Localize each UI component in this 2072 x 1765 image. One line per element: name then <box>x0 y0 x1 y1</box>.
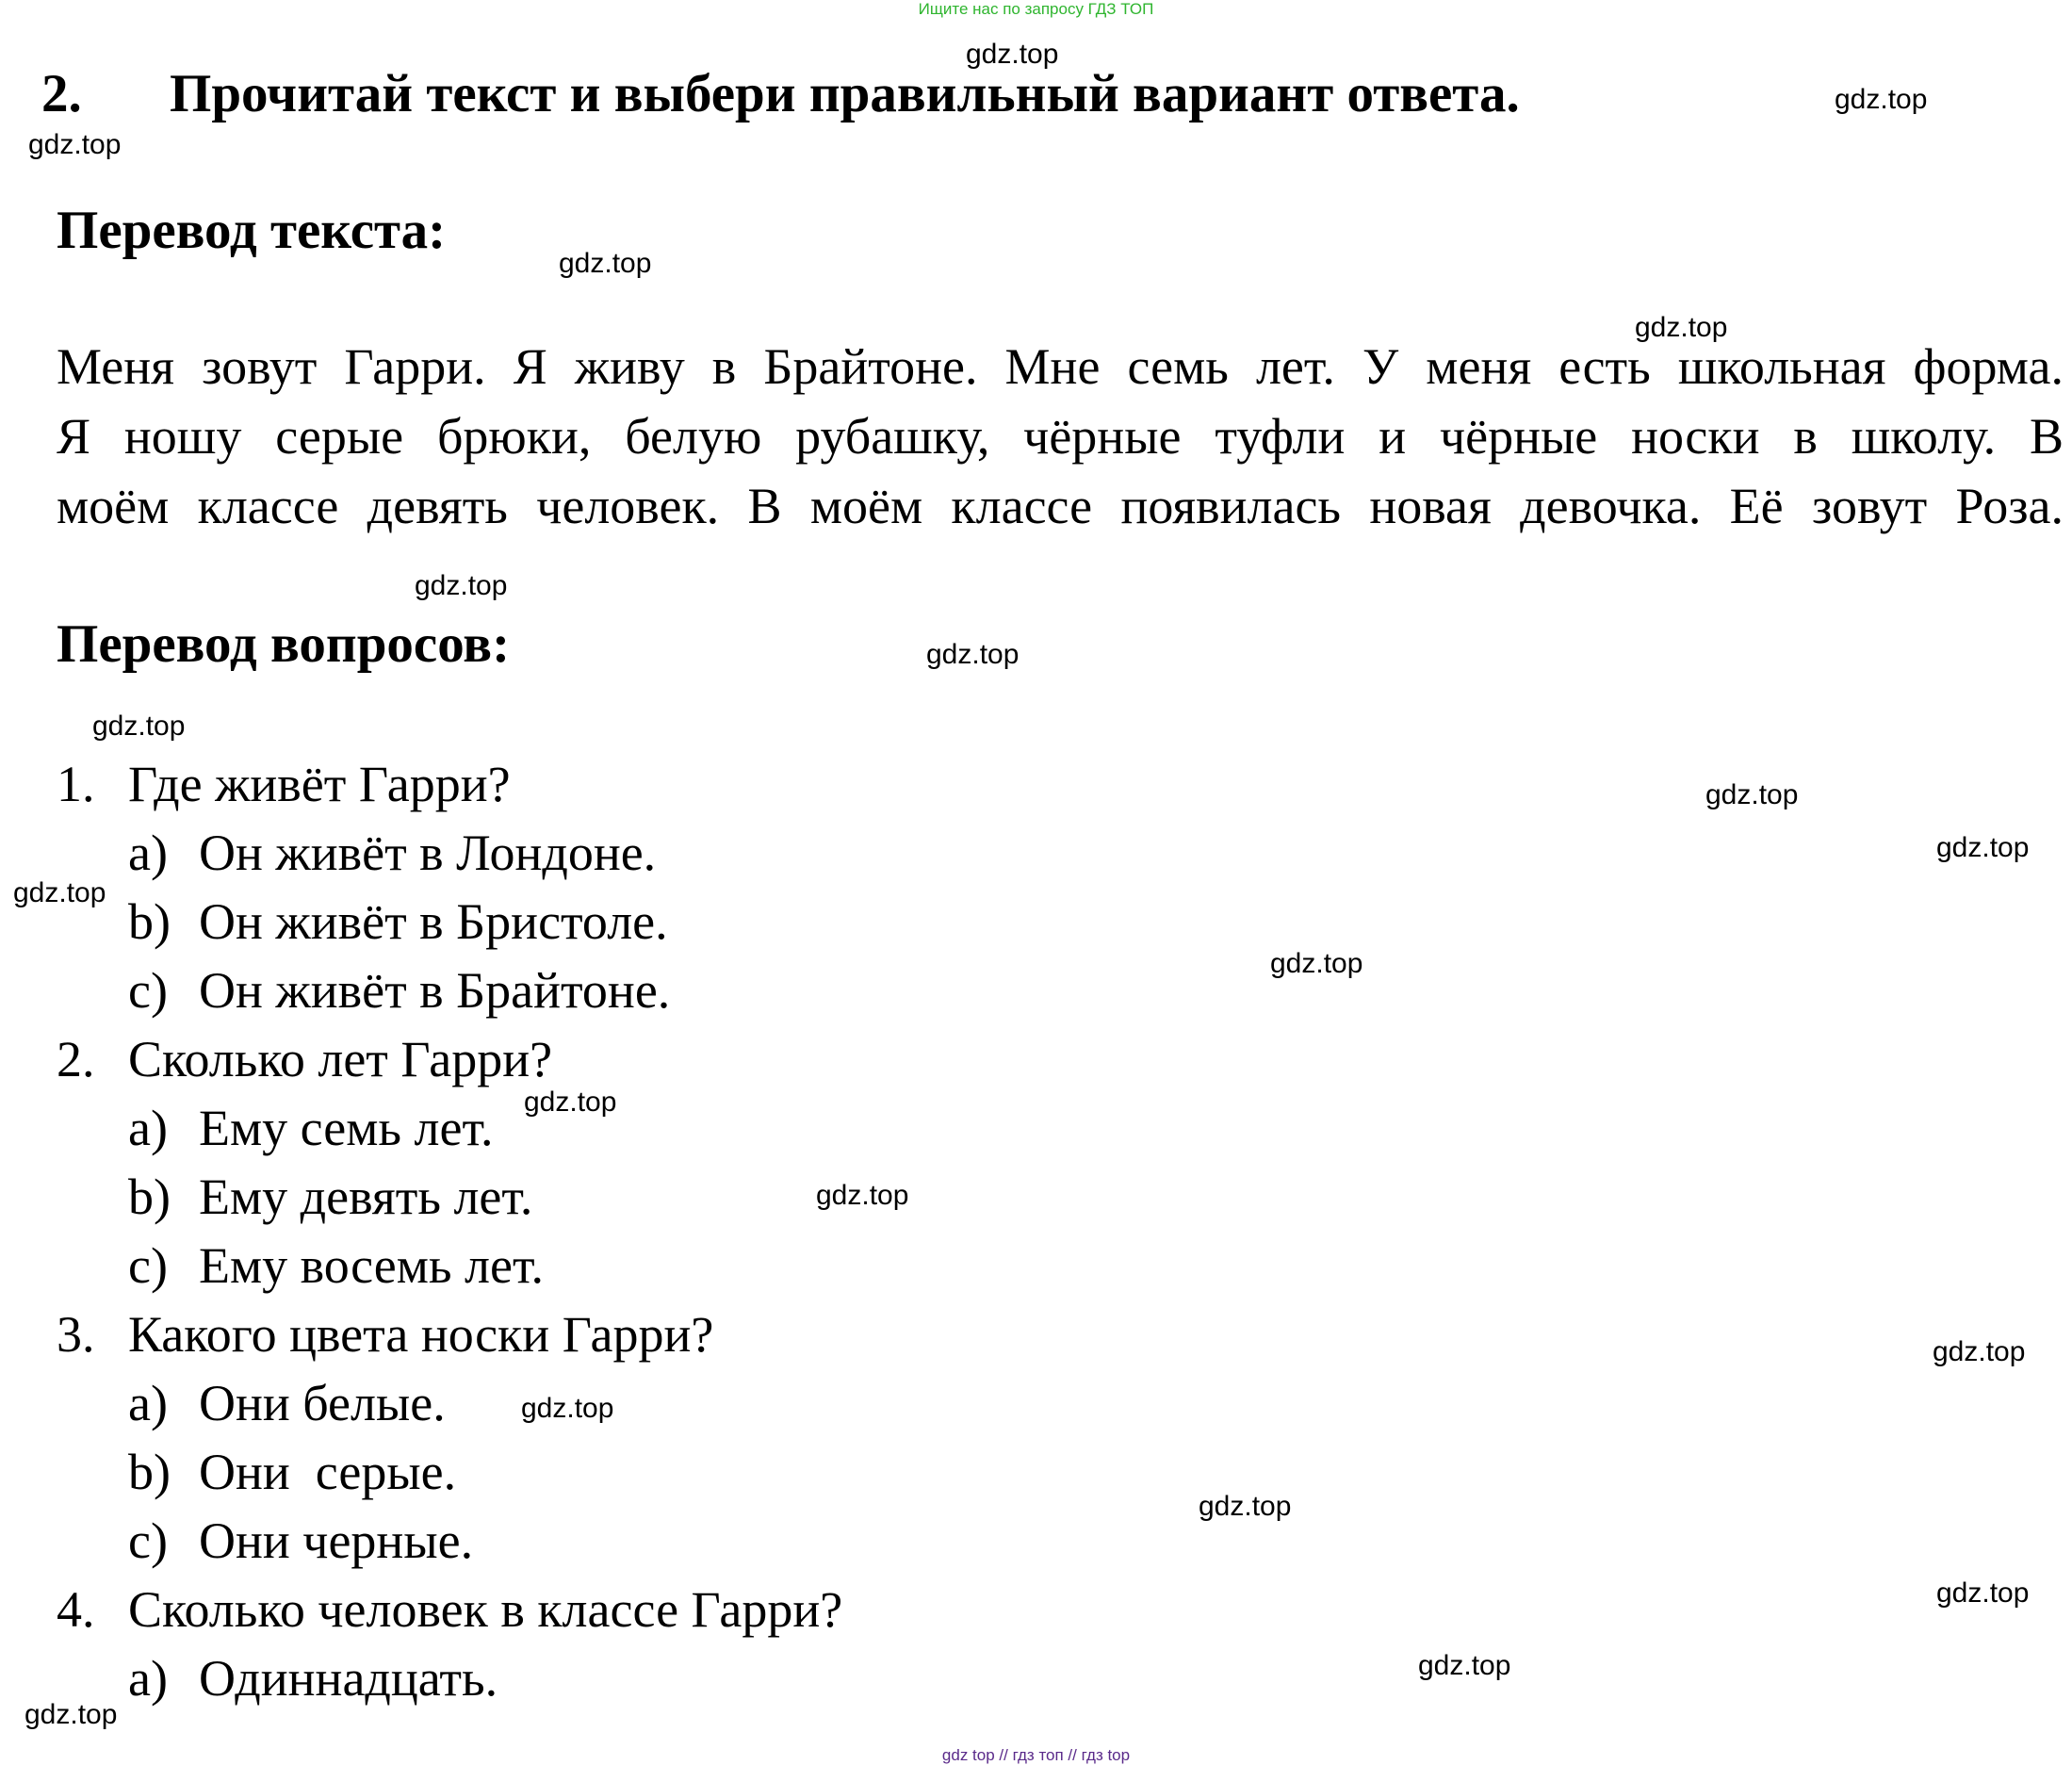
watermark: gdz.top <box>92 711 186 742</box>
watermark: gdz.top <box>559 248 652 279</box>
question-number: 3. <box>57 1306 95 1363</box>
text-line: моём классе девять человек. В моём классе появилась новая девочка. Её зовут Роза. <box>57 478 2064 534</box>
question-2-option-a <box>128 1093 494 1163</box>
task-title: Прочитай текст и выбери правильный вариант ответа. <box>170 64 1520 123</box>
option-letter: c) <box>128 962 168 1019</box>
text-section-heading: Перевод текста: <box>57 201 447 260</box>
text-line: Я ношу серые брюки, белую рубашку, чёрные туфли и чёрные носки в школу. В <box>57 408 2064 465</box>
option-letter: a) <box>128 1375 168 1431</box>
option-letter: b) <box>128 1444 171 1500</box>
watermark: gdz.top <box>1199 1491 1292 1522</box>
question-2 <box>57 1024 552 1094</box>
questions-section-heading: Перевод вопросов: <box>57 614 511 674</box>
option-text: Он живёт в Бристоле. <box>199 893 668 950</box>
watermark: gdz.top <box>816 1180 909 1211</box>
option-text: Он живёт в Брайтоне. <box>199 962 671 1019</box>
watermark: gdz.top <box>521 1393 614 1424</box>
option-letter: a) <box>128 1100 168 1156</box>
option-text: Ему семь лет. <box>199 1100 494 1156</box>
question-2-option-c <box>128 1231 544 1300</box>
question-4 <box>57 1575 842 1644</box>
footer-text[interactable]: gdz top // гдз топ // гдз top <box>941 1746 1131 1764</box>
option-letter: c) <box>128 1237 168 1294</box>
option-text: Ему девять лет. <box>199 1168 533 1225</box>
option-text: Они белые. <box>199 1375 446 1431</box>
question-text: Какого цвета носки Гарри? <box>128 1306 714 1363</box>
question-number: 4. <box>57 1581 95 1638</box>
question-2-option-b <box>128 1162 532 1232</box>
question-3-option-b <box>128 1437 456 1507</box>
question-1 <box>57 749 511 819</box>
question-3-option-c <box>128 1506 473 1576</box>
question-1-option-b <box>128 887 668 956</box>
watermark: gdz.top <box>1936 1577 2030 1609</box>
watermark: gdz.top <box>1835 84 1928 115</box>
watermark: gdz.top <box>1635 312 1728 343</box>
footer[interactable] <box>0 1746 2072 1765</box>
top-banner-text[interactable]: Ищите нас по запросу ГДЗ ТОП <box>918 0 1154 18</box>
option-text: Они черные. <box>199 1512 474 1569</box>
question-1-option-a <box>128 818 656 888</box>
watermark: gdz.top <box>524 1087 617 1118</box>
watermark: gdz.top <box>28 129 122 160</box>
watermark: gdz.top <box>1933 1336 2026 1367</box>
option-text: Они серые. <box>199 1444 457 1500</box>
question-number: 1. <box>57 756 95 812</box>
top-banner[interactable] <box>0 0 2072 19</box>
option-text: Ему восемь лет. <box>199 1237 544 1294</box>
option-letter: c) <box>128 1512 168 1569</box>
question-text: Сколько человек в классе Гарри? <box>128 1581 843 1638</box>
option-text: Одиннадцать. <box>199 1650 498 1707</box>
watermark: gdz.top <box>966 39 1059 70</box>
question-number: 2. <box>57 1031 95 1087</box>
text-line: Меня зовут Гарри. Я живу в Брайтоне. Мне семь лет. У меня есть школьная форма. <box>57 338 2064 395</box>
option-text: Он живёт в Лондоне. <box>199 825 657 881</box>
option-letter: b) <box>128 893 171 950</box>
watermark: gdz.top <box>1936 832 2030 863</box>
question-4-option-a <box>128 1643 498 1713</box>
question-text: Сколько лет Гарри? <box>128 1031 553 1087</box>
option-letter: a) <box>128 825 168 881</box>
question-1-option-c <box>128 956 670 1025</box>
task-number: 2. <box>41 64 82 123</box>
text-paragraph <box>57 332 2064 541</box>
question-text: Где живёт Гарри? <box>128 756 511 812</box>
watermark: gdz.top <box>926 639 1020 670</box>
watermark: gdz.top <box>1418 1650 1511 1681</box>
watermark: gdz.top <box>1270 948 1363 979</box>
option-letter: a) <box>128 1650 168 1707</box>
watermark: gdz.top <box>415 570 508 601</box>
watermark: gdz.top <box>13 877 106 908</box>
watermark: gdz.top <box>1705 779 1799 810</box>
watermark: gdz.top <box>24 1699 118 1730</box>
question-3-option-a <box>128 1368 446 1438</box>
question-3 <box>57 1299 713 1369</box>
option-letter: b) <box>128 1168 171 1225</box>
